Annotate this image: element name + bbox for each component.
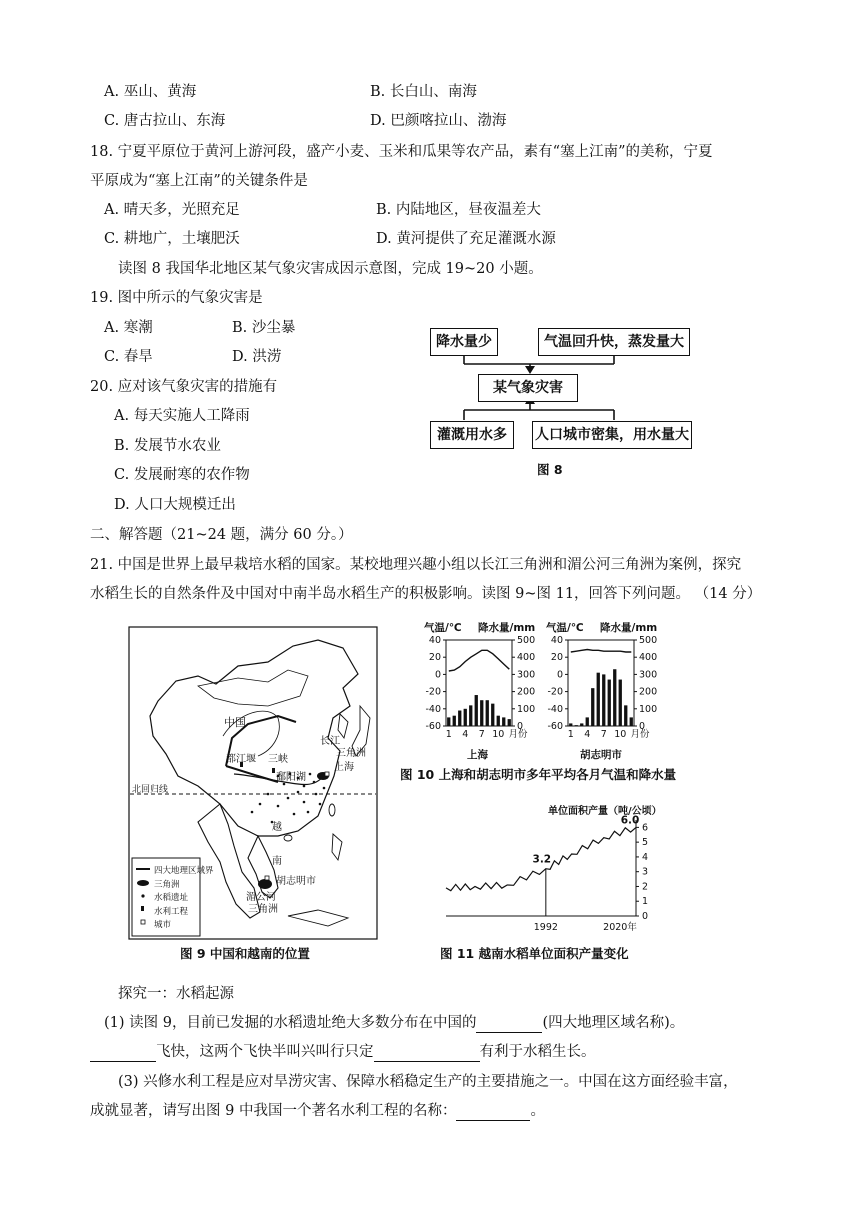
fig10-shanghai-precip-bar	[480, 700, 483, 726]
q21-stem-line2: 水稻生长的自然条件及中国对中南半岛水稻生产的积极影响。读图 9~图 11，回答下列问题。 （14 分）	[90, 586, 762, 602]
fig10-hcmc-month-label: 4	[584, 729, 591, 740]
fig10-chart-hcmc	[542, 630, 660, 760]
fig10-shanghai-precip-bar	[464, 709, 467, 726]
explore-1-q1	[104, 1013, 684, 1033]
fig10-shanghai-month-unit: 月份	[508, 729, 528, 740]
explore-1-q2	[90, 1042, 596, 1062]
fig8-box-irrigation: 灌溉用水多	[430, 421, 514, 449]
fig9-label-yangtze: 长江	[320, 736, 340, 747]
fig10-shanghai-precip-bar	[453, 716, 456, 726]
fig8-box-population: 人口城市密集，用水量大	[532, 421, 692, 449]
fig9-label-tropic: 北回归线	[132, 785, 169, 795]
fig10-shanghai-month-label: 7	[478, 729, 485, 740]
q17-option-b: B. 长白山、南海	[370, 84, 477, 100]
fig10-chart-shanghai	[420, 630, 538, 760]
fig11-x-label-1992: 1992	[533, 922, 558, 933]
fig10-hcmc-precip-bar	[569, 723, 572, 726]
fig9-label-mekong-2: 三角洲	[248, 904, 278, 915]
fig10-shanghai-precip-bar	[458, 711, 461, 726]
fig9-label-mekong-1: 湄公河	[246, 892, 276, 903]
fig9-label-poyang: 鄱阳湖	[276, 772, 306, 783]
fig11-y-tick-label: 2	[642, 881, 649, 893]
fig10-hcmc-precip-tick-label: 100	[639, 703, 658, 715]
fig9-label-sanxia: 三峡	[268, 754, 288, 765]
q18-stem-line1: 18. 宁夏平原位于黄河上游河段，盛产小麦、玉米和瓜果等农产品，素有“塞上江南”的美称，宁夏	[90, 144, 713, 160]
fig10-shanghai-precip-bar	[475, 695, 478, 726]
fig9-label-vietnam-1: 越	[272, 822, 282, 833]
fig11-x-label-2020: 2020年	[603, 922, 637, 933]
fig10-shanghai-temp-tick-label: 20	[428, 652, 441, 664]
fig10-caption: 图 10 上海和胡志明市多年平均各月气温和降水量	[400, 767, 677, 782]
fig10-hcmc-temp-tick-label: -40	[547, 703, 563, 715]
fig10-hcmc-precip-bar	[591, 688, 594, 726]
fig9-caption: 图 9 中国和越南的位置	[180, 946, 310, 961]
q20-option-a: A. 每天实施人工降雨	[114, 408, 250, 424]
fig9-label-hcmc: 胡志明市	[276, 876, 316, 887]
q21-stem-line1: 21. 中国是世界上最早栽培水稻的国家。某校地理兴趣小组以长江三角洲和湄公河三角洲为案例，探究	[90, 557, 742, 573]
q20-option-b: B. 发展节水农业	[114, 438, 221, 454]
fig9-label-shanghai: 上海	[334, 762, 354, 773]
fig11-y-tick-label: 6	[642, 822, 649, 834]
explore-1-q3-line1: (3) 兴修水利工程是应对旱涝灾害、保障水稻稳定生产的主要措施之一。中国在这方面经验丰富，	[118, 1074, 738, 1090]
fig9-label-delta: 三角洲	[336, 748, 366, 759]
fig9-label-dujiangyan: 都江堰	[226, 754, 256, 765]
fig10-hcmc-month-label: 10	[614, 729, 627, 740]
fig10-hcmc-precip-bar	[613, 669, 616, 726]
fig10-hcmc-precip-bar	[619, 680, 622, 726]
fig10-hcmc-temp-tick-label: -60	[547, 721, 563, 732]
fig10-shanghai-precip-tick-label: 500	[517, 635, 536, 646]
fig8-caption: 图 8	[537, 462, 563, 477]
fig10-shanghai-temp-tick-label: 40	[428, 635, 441, 646]
fig10-hcmc-temp-line	[571, 650, 632, 653]
fig10-shanghai-month-label: 10	[492, 729, 505, 740]
fig11-annotation-2020: 6.0	[620, 814, 640, 827]
fig10-hcmc-precip-bar	[624, 705, 627, 726]
fig9-legend-city: 城市	[154, 920, 172, 930]
explore-1-q3-end: 。	[530, 1103, 545, 1119]
answer-blank-1[interactable]	[476, 1017, 542, 1033]
fig10-shanghai-temp-line	[449, 650, 510, 671]
q19-option-a: A. 寒潮	[104, 320, 153, 336]
fig10-shanghai-precip-tick-label: 100	[517, 703, 536, 715]
fig10-hcmc-month-label: 1	[567, 729, 574, 740]
fig10-hcmc-temp-tick-label: 40	[550, 635, 563, 646]
fig9-legend-water-project: 水利工程	[154, 907, 189, 917]
fig10-hcmc-precip-tick-label: 0	[639, 721, 646, 732]
fig10-hcmc-frame	[568, 640, 634, 726]
answer-blank-3[interactable]	[374, 1046, 480, 1062]
fig10-hcmc-temp-tick-label: -20	[547, 686, 563, 698]
fig8-box-disaster: 某气象灾害	[478, 374, 578, 402]
explore-1-q1-text: (1) 读图 9，目前已发掘的水稻遗址绝大多数分布在中国的	[104, 1015, 477, 1031]
q17-option-a: A. 巫山、黄海	[104, 84, 197, 100]
fig10-ylabel-temp-2: 气温/℃	[546, 622, 584, 634]
fig11-y-tick-label: 1	[642, 896, 649, 908]
fig9-legend-boundary: 四大地理区域界	[154, 866, 214, 876]
fig10-shanghai-precip-tick-label: 0	[517, 721, 524, 732]
fig10-hcmc-precip-tick-label: 200	[639, 686, 658, 698]
fig10-hcmc-precip-tick-label: 400	[639, 652, 658, 664]
explore-1-q2-text: 飞快，这两个飞快半叫兴叫行只定	[156, 1044, 374, 1060]
fig10-shanghai-precip-tick-label: 300	[517, 669, 536, 681]
fig10-hcmc-precip-tick-label: 300	[639, 669, 658, 681]
fig10-shanghai-precip-bar	[508, 719, 511, 726]
fig11-y-tick-label: 3	[642, 866, 649, 878]
fig10-shanghai-temp-tick-label: 0	[434, 669, 441, 681]
fig11-y-tick-label: 4	[642, 851, 649, 863]
q20-option-c: C. 发展耐寒的农作物	[114, 467, 250, 483]
q18-option-d: D. 黄河提供了充足灌溉水源	[376, 231, 556, 247]
section-2-heading: 二、解答题（21~24 题，满分 60 分。）	[90, 527, 353, 543]
q20-stem: 20. 应对该气象灾害的措施有	[90, 379, 278, 395]
fig11-y-tick-label: 5	[642, 837, 649, 849]
fig10-hcmc-precip-bar	[575, 725, 578, 726]
fig10-ylabel-precip-1: 降水量/mm	[478, 622, 536, 634]
fig10-hcmc-precip-bar	[580, 723, 583, 726]
fig10-shanghai-precip-tick-label: 400	[517, 652, 536, 664]
q17-option-d: D. 巴颜喀拉山、渤海	[370, 113, 507, 129]
fig10-hcmc-precip-bar	[602, 674, 605, 726]
fig10-hcmc-month-unit: 月份	[630, 729, 650, 740]
q18-option-b: B. 内陆地区，昼夜温差大	[376, 202, 541, 218]
q18-option-a: A. 晴天多，光照充足	[104, 202, 240, 218]
figure-8-connectors	[0, 0, 860, 480]
fig10-ylabel-precip-2: 降水量/mm	[600, 622, 658, 634]
fig10-shanghai-precip-bar	[497, 716, 500, 726]
fig10-shanghai-temp-tick-label: -40	[425, 703, 441, 715]
answer-blank-2[interactable]	[90, 1046, 156, 1062]
fig10-hcmc-precip-bar	[608, 680, 611, 726]
fig9-legend-rice-site: 水稻遗址	[154, 893, 189, 903]
q19-option-b: B. 沙尘暴	[232, 320, 296, 336]
fig10-hcmc-precip-bar	[597, 673, 600, 726]
fig11-chart	[436, 812, 672, 934]
q19-option-d: D. 洪涝	[232, 349, 282, 365]
fig9-label-vietnam-2: 南	[272, 856, 282, 867]
fig10-hcmc-precip-tick-label: 500	[639, 635, 658, 646]
fig9-legend-delta: 三角洲	[154, 880, 180, 890]
fig10-shanghai-precip-bar	[447, 717, 450, 726]
q20-option-d: D. 人口大规模迁出	[114, 497, 236, 513]
fig10-shanghai-precip-bar	[469, 705, 472, 726]
fig10-ylabel-temp-1: 气温/℃	[424, 622, 462, 634]
q17-option-c: C. 唐古拉山、东海	[104, 113, 226, 129]
fig10-hcmc-temp-tick-label: 0	[556, 669, 563, 681]
q19-option-c: C. 春旱	[104, 349, 153, 365]
explore-1-q1-tail: (四大地理区域名称)。	[542, 1015, 685, 1031]
fig10-shanghai-precip-tick-label: 200	[517, 686, 536, 698]
explore-1-q2-tail: 有利于水稻生长。	[479, 1044, 596, 1060]
fig11-y-tick-label: 0	[642, 911, 649, 922]
fig10-shanghai-precip-bar	[486, 700, 489, 726]
explore-1-q3-text: 成就显著，请写出图 9 中我国一个著名水利工程的名称：	[90, 1103, 457, 1119]
fig10-shanghai-month-label: 4	[462, 729, 469, 740]
fig10-shanghai-month-label: 1	[445, 729, 452, 740]
fig10-shanghai-temp-tick-label: -60	[425, 721, 441, 732]
fig11-annotation-1992: 3.2	[532, 853, 552, 866]
fig10-city-hcmc: 胡志明市	[580, 749, 622, 761]
fig11-ylabel: 单位面积产量（吨/公顷）	[548, 806, 662, 817]
fig8-box-evaporation: 气温回升快，蒸发量大	[538, 328, 690, 356]
q19-stem: 19. 图中所示的气象灾害是	[90, 290, 263, 306]
fig11-caption: 图 11 越南水稻单位面积产量变化	[440, 946, 629, 961]
answer-blank-4[interactable]	[456, 1105, 530, 1121]
fig10-shanghai-temp-tick-label: -20	[425, 686, 441, 698]
fig9-label-china: 中国	[224, 716, 246, 729]
q18-stem-line2: 平原成为“塞上江南”的关键条件是	[90, 173, 308, 189]
intro-19-20: 读图 8 我国华北地区某气象灾害成因示意图，完成 19~20 小题。	[118, 261, 543, 277]
fig10-shanghai-precip-bar	[491, 704, 494, 726]
fig10-hcmc-month-label: 7	[600, 729, 607, 740]
fig10-hcmc-temp-tick-label: 20	[550, 652, 563, 664]
explore-1-title: 探究一：水稻起源	[118, 986, 234, 1002]
fig10-hcmc-precip-bar	[630, 717, 633, 726]
fig8-box-precip: 降水量少	[430, 328, 498, 356]
q18-option-c: C. 耕地广，土壤肥沃	[104, 231, 240, 247]
fig10-shanghai-precip-bar	[502, 717, 505, 726]
fig10-city-shanghai: 上海	[467, 749, 488, 761]
explore-1-q3-line2	[90, 1101, 545, 1121]
fig10-hcmc-precip-bar	[586, 717, 589, 726]
